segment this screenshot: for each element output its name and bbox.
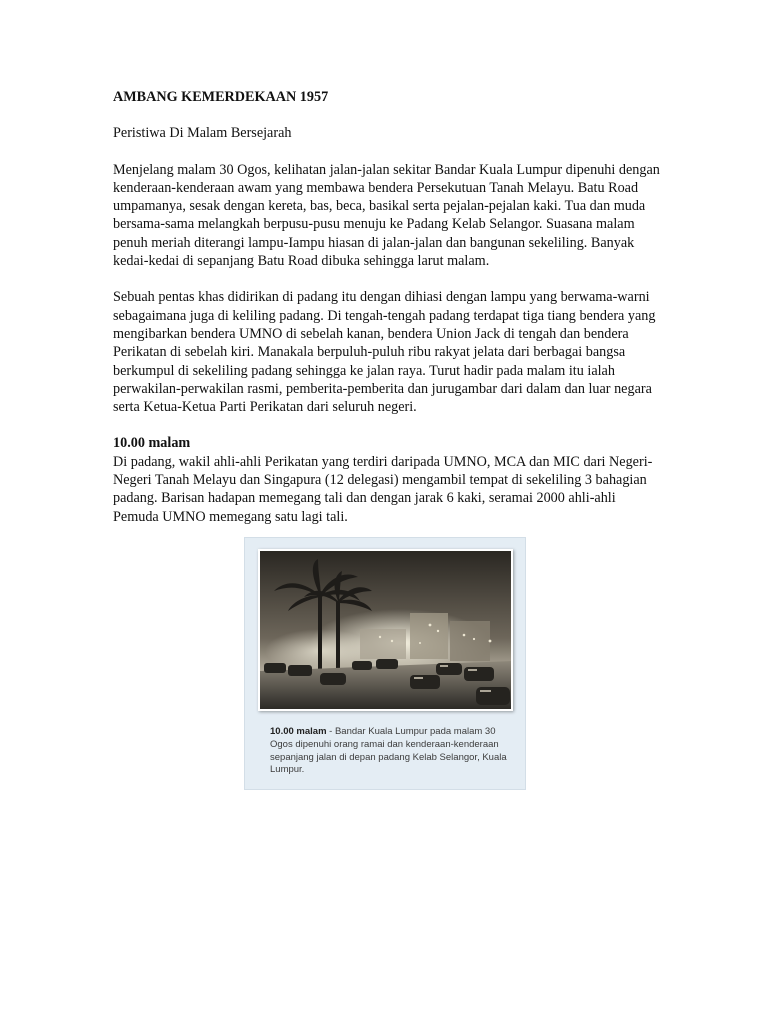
document-title: AMBANG KEMERDEKAAN 1957 xyxy=(113,89,329,105)
document-subtitle: Peristiwa Di Malam Bersejarah xyxy=(113,125,292,142)
caption-text: - Bandar Kuala Lumpur pada malam 30 Ogos dipenuhi orang ramai dan kenderaan-kenderaan sepanjang jalan di depan padang Kelab Selangor, Kuala Lumpur. xyxy=(270,726,507,776)
figure-panel xyxy=(244,537,526,790)
document-body xyxy=(113,88,661,526)
figure-caption xyxy=(270,726,508,777)
section-body: Di padang, wakil ahli-ahli Perikatan yang terdiri daripada UMNO, MCA dan MIC dari Negeri-Negeri Tanah Melayu dan Singapura (12 delegasi) mengambil tempat di sekeliling 3 bahagian padang. Barisan hadapan memegang tali dan dengan jarak 6 kaki, seramai 2000 ahli-ahli Pemuda UMNO memegang satu lagi tali. xyxy=(113,453,653,525)
night-street-photo xyxy=(258,549,513,711)
paragraph-2: Sebuah pentas khas didirikan di padang itu dengan dihiasi dengan lampu yang berwama-warni sebagaimana juga di keliling padang. Di tengah-tengah padang terdapat tiga tiang bendera yang mengibarkan bendera UMNO di sebelah kanan, bendera Union Jack di tengah dan bendera Perikatan di sebelah kiri. Manakala berpuluh-puluh ribu rakyat jelata dari berbagai bangsa berkumpul di sekeliling padang sehingga ke jalan raya. Turut hadir pada malam itu ialah perwakilan-perwakilan rasmi, pemberita-pemberita dan jurugambar dari dalam dan luar negara serta Ketua-Ketua Parti Perikatan dari seluruh negeri. xyxy=(113,289,656,416)
section-heading: 10.00 malam xyxy=(113,435,191,452)
photo-illustration xyxy=(260,551,511,709)
paragraph-1: Menjelang malam 30 Ogos, kelihatan jalan-jalan sekitar Bandar Kuala Lumpur dipenuhi dengan kenderaan-kenderaan awam yang membawa bendera Persekutuan Tanah Melayu. Batu Road umpamanya, sesak dengan kereta, bas, beca, basikal serta pejalan-pejalan kaki. Tua dan muda bersama-sama melangkah berpusu-pusu menuju ke Padang Kelab Selangor. Suasana malam penuh meriah diterangi lampu-Iampu hiasan di jalan-jalan dan bangunan sekeliling. Banyak kedai-kedai di sepanjang Batu Road dibuka sehingga larut malam. xyxy=(113,161,660,270)
caption-time: 10.00 malam xyxy=(270,726,327,737)
